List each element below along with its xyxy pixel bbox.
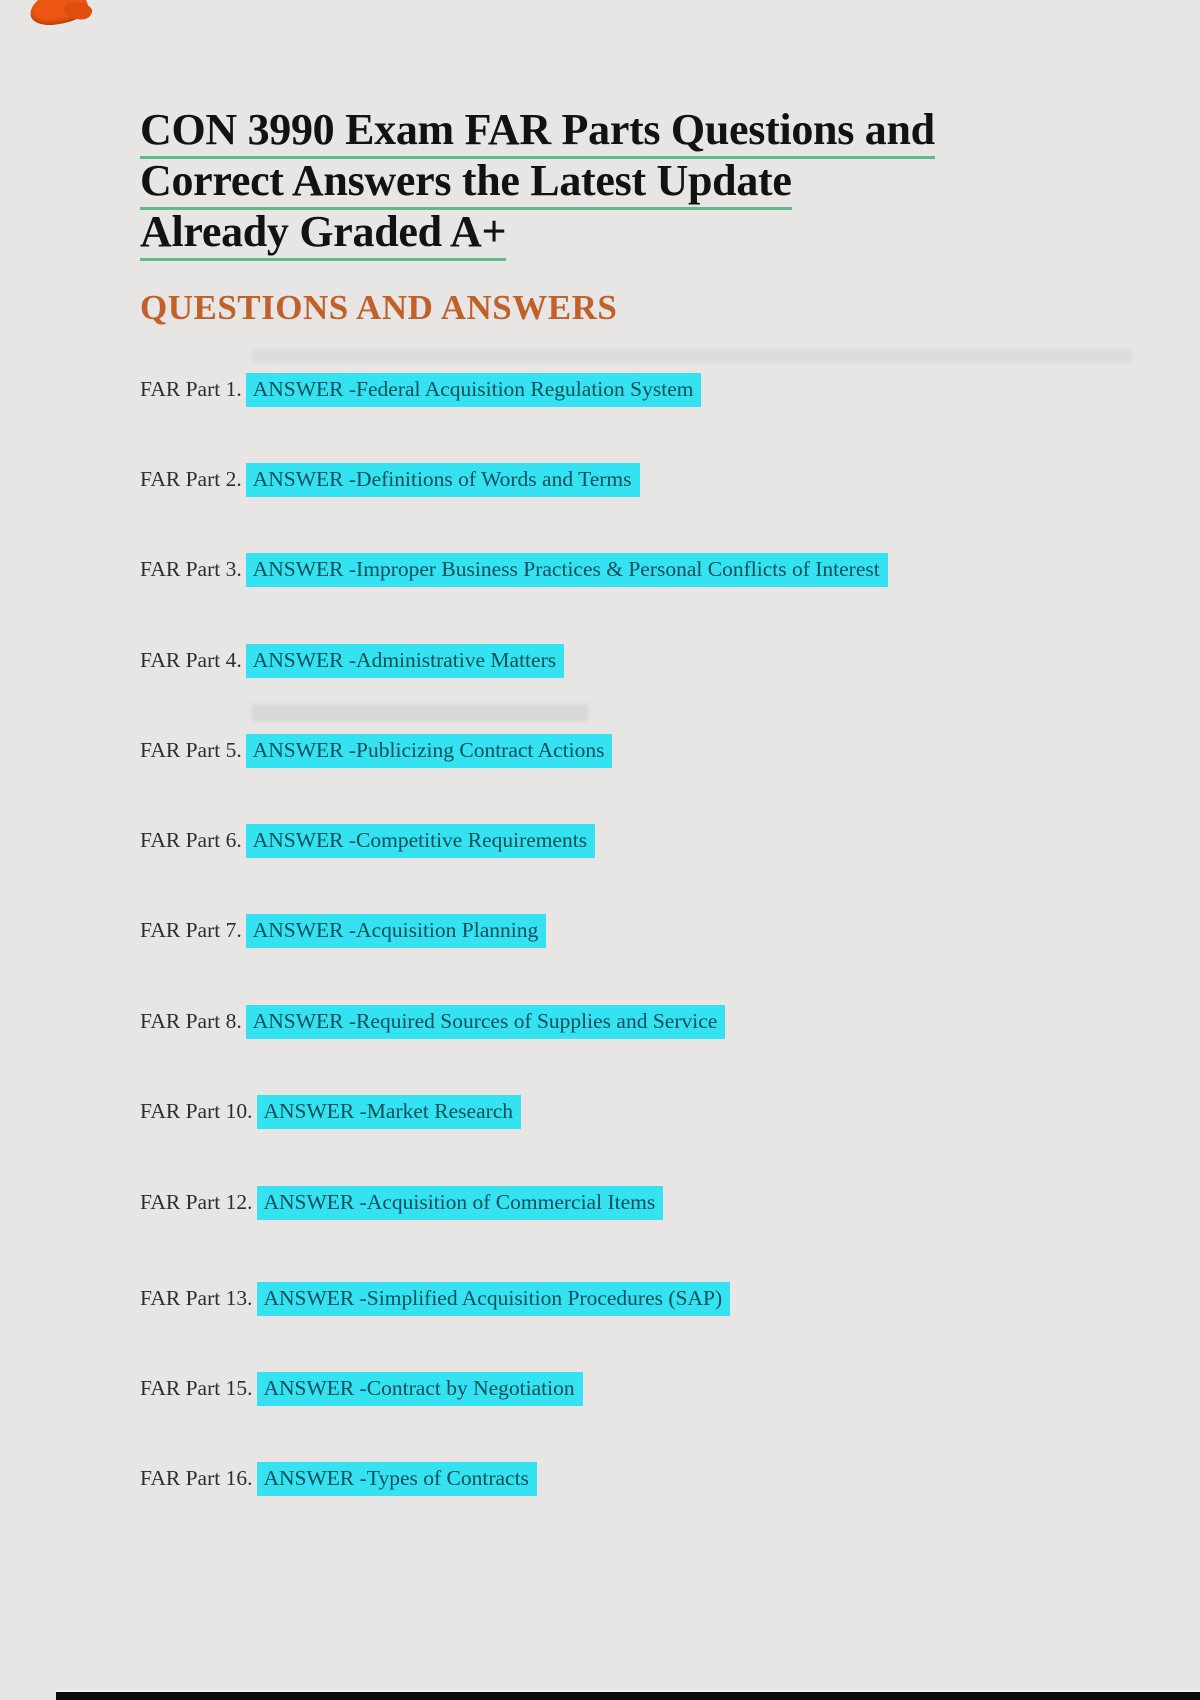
qa-row xyxy=(140,737,612,763)
qa-label: FAR Part 5. xyxy=(140,738,242,762)
qa-row xyxy=(140,1465,537,1491)
qa-label: FAR Part 10. xyxy=(140,1099,253,1123)
qa-row xyxy=(140,376,701,402)
qa-answer-highlight: ANSWER -Administrative Matters xyxy=(246,644,564,678)
qa-row xyxy=(140,1375,583,1401)
qa-label: FAR Part 16. xyxy=(140,1466,253,1490)
qa-label: FAR Part 7. xyxy=(140,918,242,942)
qa-label: FAR Part 13. xyxy=(140,1286,253,1310)
page-title xyxy=(140,104,935,257)
qa-answer-highlight: ANSWER -Acquisition of Commercial Items xyxy=(257,1186,664,1220)
qa-label: FAR Part 12. xyxy=(140,1190,253,1214)
qa-label: FAR Part 4. xyxy=(140,648,242,672)
qa-label: FAR Part 15. xyxy=(140,1376,253,1400)
qa-answer-highlight: ANSWER -Contract by Negotiation xyxy=(257,1372,583,1406)
bottom-bar xyxy=(56,1690,1200,1700)
section-heading: QUESTIONS AND ANSWERS xyxy=(140,288,618,327)
qa-row xyxy=(140,466,640,492)
qa-label: FAR Part 1. xyxy=(140,377,242,401)
title-line-1: CON 3990 Exam FAR Parts Questions and xyxy=(140,105,935,159)
qa-row xyxy=(140,1189,663,1215)
qa-answer-highlight: ANSWER -Competitive Requirements xyxy=(246,824,595,858)
title-line-2: Correct Answers the Latest Update xyxy=(140,156,792,210)
qa-label: FAR Part 6. xyxy=(140,828,242,852)
title-line-3: Already Graded A+ xyxy=(140,207,506,261)
qa-answer-highlight: ANSWER -Required Sources of Supplies and Service xyxy=(246,1005,726,1039)
qa-row xyxy=(140,827,595,853)
highlight-ghost-artifact xyxy=(252,704,588,722)
qa-answer-highlight: ANSWER -Definitions of Words and Terms xyxy=(246,463,640,497)
qa-row xyxy=(140,647,564,673)
qa-row xyxy=(140,1285,730,1311)
qa-answer-highlight: ANSWER -Federal Acquisition Regulation System xyxy=(246,373,702,407)
qa-label: FAR Part 8. xyxy=(140,1009,242,1033)
qa-answer-highlight: ANSWER -Simplified Acquisition Procedures (SAP) xyxy=(257,1282,731,1316)
qa-answer-highlight: ANSWER -Publicizing Contract Actions xyxy=(246,734,613,768)
qa-answer-highlight: ANSWER -Acquisition Planning xyxy=(246,914,546,948)
qa-answer-highlight: ANSWER -Types of Contracts xyxy=(257,1462,537,1496)
qa-label: FAR Part 3. xyxy=(140,557,242,581)
qa-row xyxy=(140,1098,521,1124)
qa-label: FAR Part 2. xyxy=(140,467,242,491)
qa-row xyxy=(140,556,888,582)
highlight-ghost-artifact xyxy=(252,349,1132,363)
qa-answer-highlight: ANSWER -Improper Business Practices & Personal Conflicts of Interest xyxy=(246,553,888,587)
qa-row xyxy=(140,917,546,943)
qa-row xyxy=(140,1008,725,1034)
qa-answer-highlight: ANSWER -Market Research xyxy=(257,1095,522,1129)
